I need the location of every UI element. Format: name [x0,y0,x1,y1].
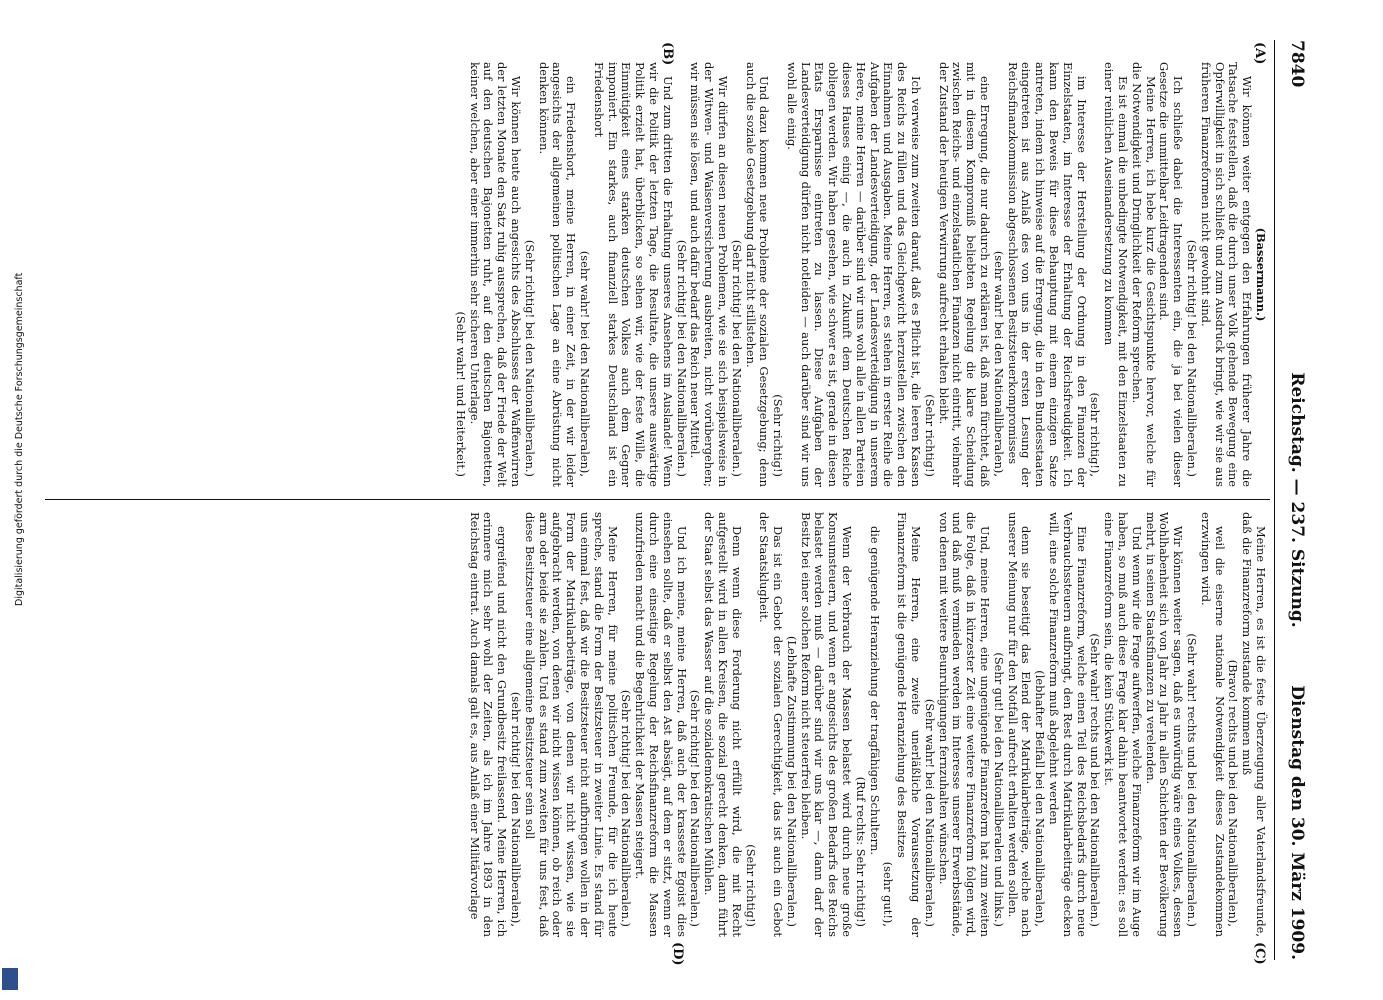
interjection: (Sehr wahr! rechts und bei den Nationalliberalen.) [1185,633,1200,927]
interjection: (sehr richtig! bei den Nationalliberalen), [508,691,523,927]
paragraph: denn sie beseitigt das Elend der Matrikularbeiträge, welche nach unserer Meinung nur für den Notfall aufrecht erhalten werden sollen. [1005,512,1034,937]
page-header [1279,40,1307,960]
paragraph: Ich verweise zum zweiten darauf, daß es Pflicht ist, die leeren Kassen des Reichs zu füllen und das Gleichgewicht herzustellen zwischen den Einnahmen und Ausgaben. Meine Herren, es stehen in erster Reihe die Aufgaben der Landesverteidigung, der Landesverteidigung in unserem Heere, meine Herren — darüber sind wir uns wohl alle in allen Parteien dieses Hauses einig —, die auch in Zukunft dem Deutschen Reiche obliegen werden. Wir haben gesehen, wie schwer es ist, gerade in diesen Etats Ersparnisse eintreten zu lassen. Diese Aufgaben der Landesverteidigung dürfen nicht notleiden — auch darüber sind wir uns wohl alle einig. [784,62,924,487]
interjection: (lebhafter Beifall bei den Nationalliberalen), [1033,670,1048,927]
interjection: (Sehr richtig! bei den Nationalliberalen.) [729,239,744,477]
interjection: (Sehr richtig! bei den Nationalliberalen.) [1185,239,1200,477]
paragraph: Wir können weiter sagen, daß es unwürdig wäre eines Volkes, dessen Wohlhabenheit sich von Jahr zu Jahr in allen Schichten der Bevölkerung mehrt, in seinen Staatsfinanzen zu verelenden. [1143,512,1186,937]
interjection: (Sehr wahr! bei den Nationalliberalen.) [922,698,937,927]
interjection: (Sehr wahr! und Heiterkeit.) [453,311,468,477]
interjection: (Sehr richtig!) [771,394,786,477]
digitization-footer [0,0,25,1000]
interjection: (sehr gut!), [881,861,896,927]
page-number: 7840 [1287,40,1307,88]
paragraph: weil die eiserne nationale Notwendigkeit dieses Zustandekommen erzwingen wird. [1198,512,1227,937]
interjection: (Sehr richtig! bei den Nationalliberalen.) [619,689,634,927]
paragraph: Und ich meine, meine Herren, daß auch der krasseste Egoist dies einsehen sollte, daß er selbst den Ast absägt, auf dem er sitzt, wenn er durch eine einseitige Regelung der Reichsfinanzreform die Massen unzufrieden macht und die Begehrlichkeit der Massen steigert. [633,512,689,937]
paragraph: Das ist ein Gebot der sozialen Gerechtigkeit, das ist auch ein Gebot der Staatsklugheit. [757,512,786,937]
interjection: (Sehr wahr! rechts und bei den Nationalliberalen.) [1088,633,1103,927]
dfg-logo [2,968,18,990]
speaker-name: (Bassermann.) [1254,227,1268,322]
interjection: (Sehr richtig!) [922,394,937,477]
scanned-page [25,0,1325,1000]
paragraph: Und, meine Herren, eine ungenügende Finanzreform hat zum zweiten die Folge, daß in kürzester Zeit eine weitere Finanzreform folgen wird, und daß muß vermieden werden im Interesse unserer Erwerbsstände, von denen mit weitere Beunruhigungen fernzuhalten wünschen. [936,512,993,937]
paragraph: Eine Finanzreform, welche einen Teil des Reichsbedarfs durch neue Verbrauchssteuern aufbringt, den Rest durch Matrikularbeiträge decken will, eine solche Finanzreform muß abgelehnt werden [1047,512,1089,937]
paragraph: Wir können weiter entgegen den Erfahrungen früherer Jahre die Tatsache feststellen, daß die durch unser Volk gehende Bewegung eine Opferwilligkeit in sich schließt und zum Ausdruck bringt, wie wir sie aus früheren Finanzreformen nicht gewohnt sind. [1198,62,1255,487]
margin-mark-c: (C) [1252,942,1267,965]
paragraph: ergreifend und nicht den Grundbesitz freilassend. Meine Herren, ich erinnere mich sehr wohl der Zeiten, als ich im Jahre 1893 in den Reichstag eintrat. Auch damals galt es, aus Anlaß einer Militärvorlage [467,512,510,937]
paragraph: Denn wenn diese Forderung nicht erfüllt wird, die mit Recht aufgestellt wird in allen Kreisen, die sozial gerecht denken, dann führt der Staat selbst das Wasser auf die sozialdemokratischen Mühlen. [702,512,744,937]
paragraph: ein Friedenshort, meine Herren, in einer Zeit, in der wir leider angesichts der allgemeinen politischen Lage an eine Abrüstung nicht denken können. [536,62,579,487]
interjection: (sehr wahr! bei den Nationalliberalen), [577,250,592,477]
column-divider [45,499,1270,500]
paragraph: Ich schließe dabei die Interessenten ein, die ja bei vielen dieser Gesetze die unmittelbar Leidtragenden sind. [1157,62,1186,487]
paragraph: Meine Herren, für meine politischen Freunde, für die ich heute spreche, stand die Form der Besitzsteuer in zweiter Linie. Es stand für uns einmal fest, daß wir die Besitzsteuer nicht aufbringen wollen in der Form der Matrikularbeiträge, von denen wir nicht wissen, wie sie aufgebracht werden, von denen wir nicht wissen können, ob reich oder arm oder beide sie zahlen. Und es stand zum zweiten für uns fest, daß diese Besitzsteuer eine allgemeine Besitzsteuer sein soll [522,512,620,937]
interjection: (Ruf rechts: Sehr richtig!) [853,776,868,927]
interjection: (Sehr gut! bei den Nationalliberalen und links.) [991,652,1006,927]
paragraph: Wir dürfen an diesen neuen Problemen, wie sie sich beispielsweise in der Witwen- und Waisenversicherung ausbreiten, nicht vorübergehen; wir müssen sie lösen, und auch dafür bedarf das Reich neuer Mittel. [688,62,730,487]
interjection: (sehr wahr! bei den Nationalliberalen), [991,250,1006,477]
interjection: (sehr richtig!), [1088,392,1103,477]
margin-mark-b: (B) [660,42,675,66]
paragraph: Meine Herren, eine zweite unerläßliche Voraussetzung der Finanzreform ist die genügende Heranziehung des Besitzes [895,512,924,937]
paragraph: Und wenn wir die Frage aufwerfen, welche Finanzreform wir im Auge haben, so muß auch diese Frage klar dahin beantwortet werden: es soll eine Finanzreform sein, die kein Stückwerk ist. [1102,512,1144,937]
paragraph: Und zum dritten die Erhaltung unseres Ansehens im Auslande! Wenn wir die Politik der letzten Tage, die Resultate, die unsere auswärtige Politik erzielt hat, überblicken, so sehen wir, wie der feste Wille, die Einmütigkeit eines starken deutschen Volkes auch dem Gegner imponiert. Ein starkes, auch finanziell starkes Deutschland ist ein Friedenshort [591,62,675,487]
interjection: (Sehr richtig! bei den Nationalliberalen.) [522,239,537,477]
margin-mark-a: (A) [1252,42,1267,65]
interjection: (Sehr richtig!) [743,844,758,927]
session-title: Reichstag. — 237. Sitzung. [1287,372,1307,628]
interjection: (Lebhafte Zustimmung bei den Nationalliberalen.) [784,635,799,927]
paragraph: Und dazu kommen neue Probleme der sozialen Gesetzgebung; denn auch die soziale Gesetzgebung darf nicht stillstehen. [743,62,772,487]
interjection: (Sehr richtig! bei den Nationalliberalen.) [688,689,703,927]
header-rule [1274,40,1275,960]
paragraph: Es ist einmal die unbedingte Notwendigkeit, mit den Einzelstaaten zu einer reinlichen Auseinandersetzung zu kommen [1102,62,1131,487]
paragraph: Wenn der Verbrauch der Massen belastet wird durch neue große Konsumsteuern, und wenn er angesichts des großen Bedarfs des Reichs belastet werden muß — darüber sind wir uns klar —, dann darf der Besitz bei einer solchen Reform nicht steuerfrei bleiben. [798,512,855,937]
paragraph: Meine Herren, ich hebe kurz die Gesichtspunkte hervor, welche für die Notwendigkeit und Dringlichkeit der Reform sprechen. [1129,62,1158,487]
left-text-column [453,62,1267,487]
session-date: Dienstag den 30. März 1909. [1287,685,1307,960]
paragraph: Meine Herren, es ist die feste Überzeugung aller Vaterlandsfreunde, daß die Finanzreform zustande kommen muß [1240,512,1268,937]
footer-credit: Digitalisierung gefördert durch die Deutsche Forschungsgemeinschaft [14,272,25,606]
right-text-column [467,512,1267,937]
interjection: (Sehr richtig! bei den Nationalliberalen.) [674,239,689,477]
paragraph: im Interesse der Herstellung der Ordnung in den Finanzen der Einzelstaaten, im Interesse der Erhaltung der Reichsfreudigkeit. Ich kann den Beweis für diese Behauptung mit einem einzigen Satze antreten, indem ich hinweise auf die Erregung, die in den Bundesstaaten eingetreten ist aus Anlaß des von uns in der ersten Lesung der Reichsfinanzkommission abgeschlossenen Besitzsteuerkompromisses [1005,62,1089,487]
paragraph: Wir können heute auch angesichts des Abschlusses der Waffenwirren der letzten Monate den Satz ruhig aussprechen, daß der Friede der Welt auf den deutschen Bajonetten ruht, auf den deutschen Bajonetten, keiner welchen, aber einer immerhin sehr sicheren Unterlage. [467,62,523,487]
interjection: (Bravo! rechts und bei den Nationalliberalen), [1226,659,1241,927]
paragraph: eine Erregung, die nur dadurch zu erklären ist, daß man fürchtet, daß mit in diesem Kompromiß beliebten Regelung die klare Scheidung zwischen Reichs- und einzelstaatlichen Finanzen nicht eintritt, vielmehr der Zustand der heutigen Verwirrung aufrecht erhalten bleibt. [936,62,993,487]
margin-mark-d: (D) [670,942,685,966]
paragraph: die genügende Heranziehung der tragfähigen Schultern. [867,526,882,855]
